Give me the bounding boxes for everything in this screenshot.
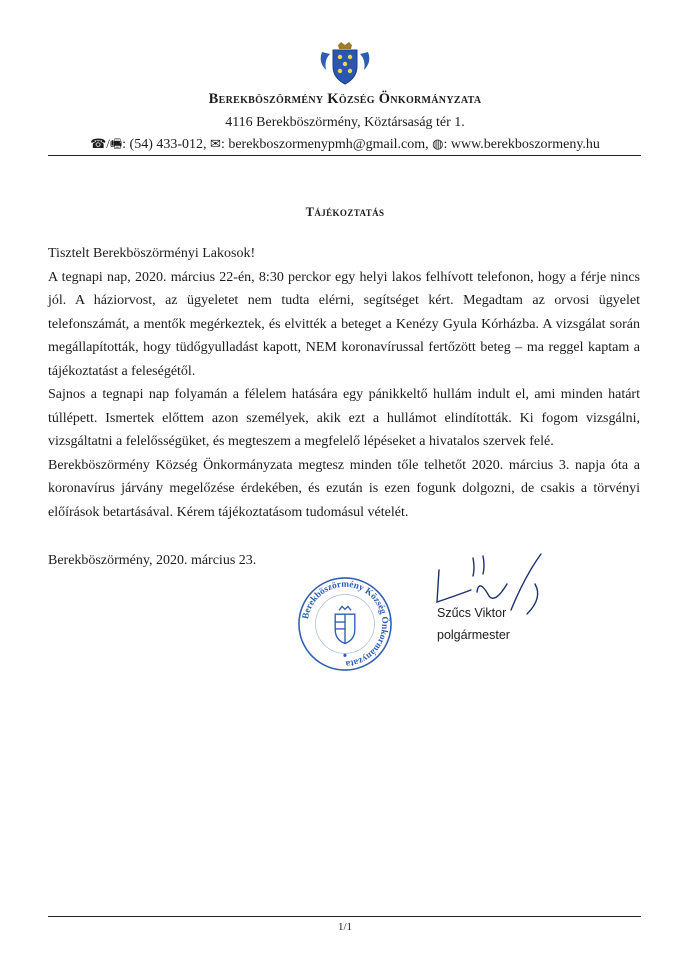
website-link[interactable]: : www.berekboszormeny.hu <box>443 137 600 152</box>
signer-title: polgármester <box>437 628 510 642</box>
email-address[interactable]: : berekboszormenypmh@gmail.com, <box>220 137 433 152</box>
stamp-text: Berekböszörmény Község Önkormányzata <box>301 579 390 669</box>
phone-fax-icon: ☎/🖷 <box>90 136 123 151</box>
letter-body <box>48 242 640 524</box>
official-stamp <box>296 575 394 673</box>
salutation: Tisztelt Berekböszörményi Lakosok! <box>48 246 256 261</box>
paragraph-1: A tegnapi nap, 2020. március 22-én, 8:30 perckor egy helyi lakos felhívott telefonon, hogy a férje nincs jól. A háziorvost, az ügyeletet nem tudta elérni, segítséget kért. Megadtam az orvosi ügyelet telefonszámát, a mentők megérkeztek, és elvitték a beteget a Kenézy Gyula Kórházba. A vizsgálat során megállapították, hogy tüdőgyulladást kapott, NEM koronavírussal fertőzött beteg – ma reggel kaptam a tájékoztatást a feleségétől. <box>48 269 640 379</box>
contact-line <box>70 135 620 157</box>
coat-of-arms-logo <box>318 40 372 86</box>
document-title: Tájékoztatás <box>305 205 385 219</box>
signer-name: Szűcs Viktor <box>437 606 507 620</box>
organization-address: 4116 Berekböszörmény, Köztársaság tér 1. <box>225 115 465 130</box>
envelope-icon: ✉ <box>210 136 221 151</box>
paragraph-2: Sajnos a tegnapi nap folyamán a félelem hatására egy pánikkeltő hullám indult el, ami minden határt túllépett. Ismertek előttem azon személyek, akik ezt a hullámot elindították. Ki fogom vizsgálni, vizsgáltatni a felelősségüket, és megteszem a megfelelő lépéseket a hivatalos szervek felé. <box>48 387 640 449</box>
date-line: Berekböszörmény, 2020. március 23. <box>48 553 257 568</box>
footer-divider <box>48 916 641 917</box>
phone-number: : (54) 433-012, <box>122 137 211 152</box>
globe-icon: ◍ <box>432 136 444 151</box>
paragraph-3: Berekböszörmény Község Önkormányzata megtesz minden tőle telhetőt 2020. március 3. napja óta a koronavírus járvány megelőzése érdekében, és ezután is ezen fogunk dolgozni, de csakis a törvényi előírások betartásával. Kérem tájékoztatásom tudomásul vételét. <box>48 457 640 520</box>
header-divider <box>48 155 641 156</box>
page-number: 1/1 <box>337 921 353 933</box>
organization-name: Berekböszörmény Község Önkormányzata <box>208 91 482 107</box>
